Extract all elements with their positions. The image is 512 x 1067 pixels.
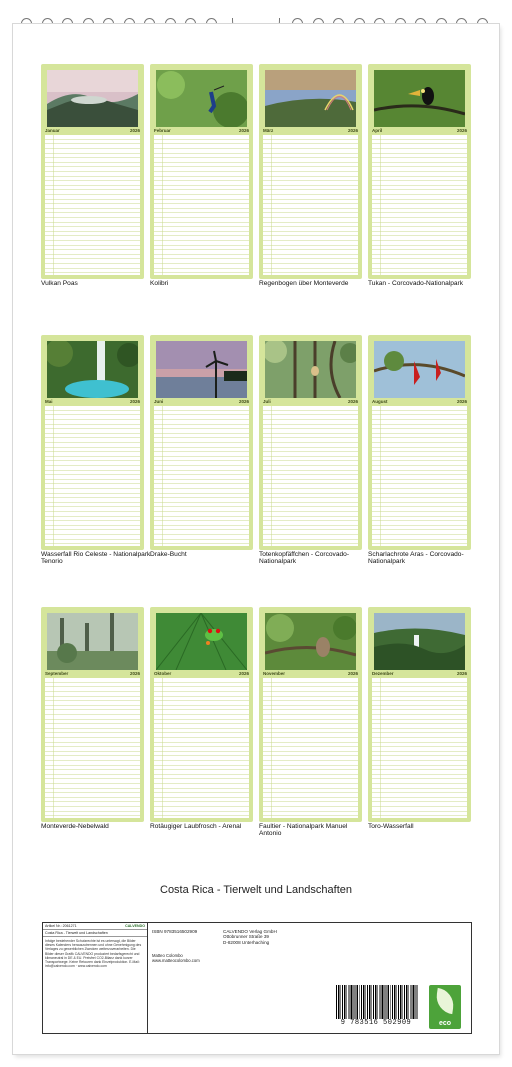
month-photo (47, 70, 138, 127)
month-header (154, 399, 249, 405)
month-year: 2026 (456, 671, 467, 676)
month-days-grid (263, 406, 358, 546)
barcode-digits: 9 783516 502909 (340, 1019, 412, 1027)
photo-image (47, 341, 138, 398)
month-name: November (263, 671, 286, 676)
publisher-address: CALVENDO Verlag GmbH Ottobrunner Straße 39 D-82008 Unterhaching (223, 929, 277, 945)
month-caption: Faultier - Nationalpark Manuel Antonio (259, 823, 348, 838)
month-header (372, 399, 467, 405)
isbn: ISBN 9783516502909 (152, 929, 198, 934)
month-days-grid (154, 678, 249, 818)
imprint-box (42, 922, 472, 1034)
calendar-title: Costa Rica - Tierwelt und Landschaften (160, 884, 352, 896)
month-year: 2026 (347, 128, 358, 133)
month-header (263, 128, 358, 134)
month-year: 2026 (456, 128, 467, 133)
leaf-icon (434, 988, 455, 1014)
month-caption: Vulkan Poas (41, 280, 78, 287)
photo-image (374, 341, 465, 398)
product-name: Costa Rica - Tierwelt und Landschaften (43, 930, 147, 937)
month-photo (265, 341, 356, 398)
month-header (263, 671, 358, 677)
month-days-grid (372, 678, 467, 818)
month-days-grid (372, 135, 467, 275)
month-header (45, 671, 140, 677)
month-year: 2026 (129, 671, 140, 676)
photo-image (156, 70, 247, 127)
month-photo (265, 613, 356, 670)
month-photo (156, 70, 247, 127)
month-name: Dezember (372, 671, 394, 676)
month-name: Juni (154, 399, 164, 404)
month-card (41, 64, 144, 279)
month-name: April (372, 128, 383, 133)
month-name: Februar (154, 128, 171, 133)
month-days-grid (154, 406, 249, 546)
month-days-grid (45, 678, 140, 818)
article-number: Artikel Nr.: 2061271 CALVENDO (45, 924, 145, 928)
photo-image (156, 613, 247, 670)
month-year: 2026 (456, 399, 467, 404)
month-year: 2026 (129, 128, 140, 133)
photo-image (47, 70, 138, 127)
month-days-grid (45, 135, 140, 275)
month-caption: Rotäugiger Laubfrosch - Arenal (150, 823, 242, 830)
month-year: 2026 (347, 671, 358, 676)
month-name: Juli (263, 399, 271, 404)
month-days-grid (263, 135, 358, 275)
photo-image (374, 613, 465, 670)
month-photo (265, 70, 356, 127)
month-header (45, 399, 140, 405)
month-card (259, 335, 362, 550)
month-caption: Wasserfall Rio Celeste - Nationalpark Tenorio (41, 551, 151, 566)
month-photo (47, 341, 138, 398)
month-caption: Monteverde-Nebelwald (41, 823, 109, 830)
photo-image (47, 613, 138, 670)
barcode-bars (336, 985, 418, 1019)
month-card (368, 607, 471, 822)
month-caption: Totenkopfäffchen - Corcovado-Nationalpark (259, 551, 350, 566)
month-header (154, 128, 249, 134)
month-card (368, 64, 471, 279)
month-photo (374, 341, 465, 398)
month-name: Januar (45, 128, 60, 133)
month-card (150, 607, 253, 822)
month-card (368, 335, 471, 550)
month-days-grid (45, 406, 140, 546)
month-card (150, 64, 253, 279)
month-caption: Tukan - Corcovado-Nationalpark (368, 280, 464, 287)
photo-image (265, 70, 356, 127)
month-year: 2026 (347, 399, 358, 404)
month-caption: Toro-Wasserfall (368, 823, 414, 830)
author-info: Matteo Colombo www.matteocolombo.com (152, 953, 200, 963)
month-days-grid (154, 135, 249, 275)
barcode (331, 985, 421, 1031)
month-header (372, 671, 467, 677)
month-caption: Scharlachrote Aras - Corcovado-Nationalpark (368, 551, 464, 566)
month-days-grid (263, 678, 358, 818)
month-header (45, 128, 140, 134)
month-name: Oktober (154, 671, 172, 676)
month-name: März (263, 128, 274, 133)
month-caption: Drake-Bucht (150, 551, 187, 558)
month-photo (374, 70, 465, 127)
month-card (150, 335, 253, 550)
month-caption: Kolibri (150, 280, 169, 287)
photo-image (156, 341, 247, 398)
legal-note: Infolge bestehender Schutzrechte ist es untersagt, die Bilder dieses Kalenders herauszutrennen und ohne Genehmigung des Verlages zu gewerblichen Zwecken weiterzuverarbeiten. Die Bilder dieser Grafik CALVENDO produziert bedarfsgerecht und klimaneutral in DE & EU. Preisfrei CO2-Bilanz dank kurzer Transportwege. Keine Retouren dank Einzelproduktion. E-Mail: info@calvendo.com · www.calvendo.com (45, 939, 142, 969)
month-card (41, 607, 144, 822)
month-photo (374, 613, 465, 670)
eco-badge: eco (429, 985, 461, 1029)
month-header (263, 399, 358, 405)
photo-image (265, 341, 356, 398)
month-header (154, 671, 249, 677)
month-year: 2026 (238, 128, 249, 133)
photo-image (374, 70, 465, 127)
month-name: August (372, 399, 388, 404)
month-days-grid (372, 406, 467, 546)
month-year: 2026 (129, 399, 140, 404)
photo-image (265, 613, 356, 670)
month-card (259, 64, 362, 279)
month-photo (156, 341, 247, 398)
month-name: September (45, 671, 69, 676)
month-name: Mai (45, 399, 53, 404)
month-card (259, 607, 362, 822)
month-photo (47, 613, 138, 670)
imprint-left-column (43, 923, 148, 1033)
publisher-logo: CALVENDO (125, 924, 145, 928)
month-caption: Regenbogen über Monteverde (259, 280, 349, 287)
month-year: 2026 (238, 671, 249, 676)
month-card (41, 335, 144, 550)
month-year: 2026 (238, 399, 249, 404)
month-photo (156, 613, 247, 670)
month-header (372, 128, 467, 134)
